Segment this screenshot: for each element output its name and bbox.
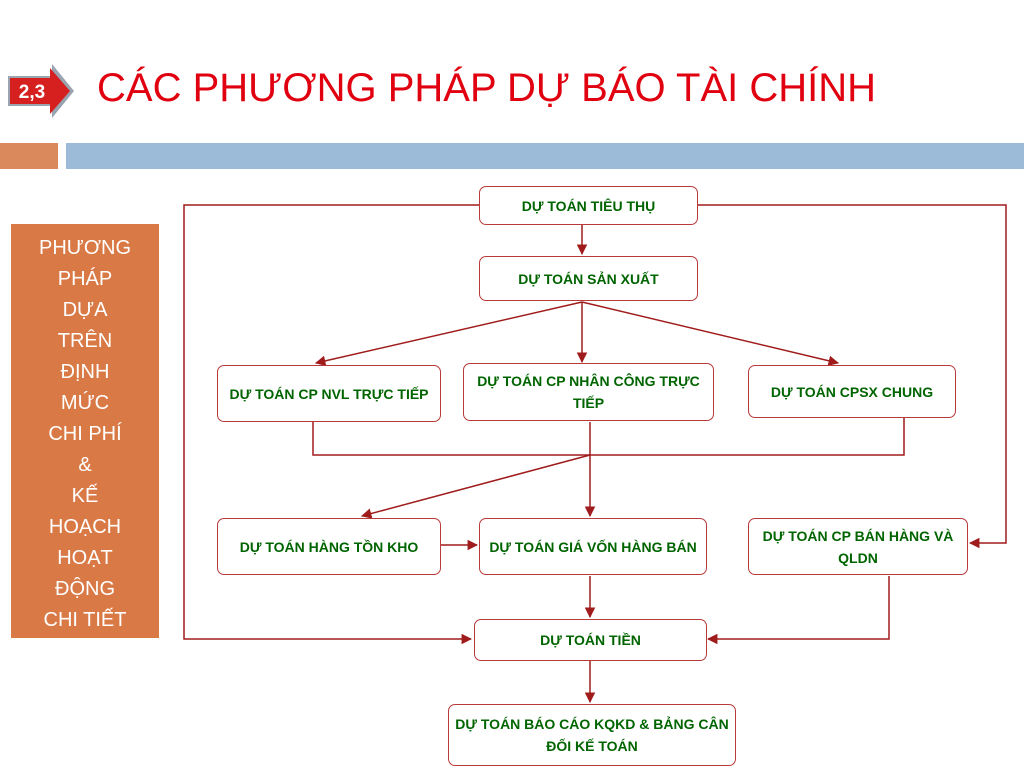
- node-du-toan-tien: DỰ TOÁN TIỀN: [474, 619, 707, 661]
- method-label-line: MỨC: [60, 392, 110, 414]
- method-label-line: ĐỘNG: [55, 578, 115, 600]
- method-label-line: PHÁP: [57, 268, 113, 290]
- node-du-toan-bao-cao: DỰ TOÁN BÁO CÁO KQKD & BẢNG CÂN ĐỐI KẾ TOÁN: [448, 704, 736, 766]
- node-du-toan-cp-ban-hang: DỰ TOÁN CP BÁN HÀNG VÀ QLDN: [748, 518, 968, 575]
- node-du-toan-cp-nvl: DỰ TOÁN CP NVL TRỰC TIẾP: [217, 365, 441, 422]
- slide-title: CÁC PHƯƠNG PHÁP DỰ BÁO TÀI CHÍNH: [97, 66, 877, 110]
- node-du-toan-gia-von: DỰ TOÁN GIÁ VỐN HÀNG BÁN: [479, 518, 707, 575]
- node-du-toan-cpsx-chung: DỰ TOÁN CPSX CHUNG: [748, 365, 956, 418]
- method-label-line: HOẠT: [57, 547, 113, 569]
- edge-sanxuat-cpsx: [582, 302, 838, 363]
- method-label-line: CHI TIẾT: [43, 609, 127, 631]
- method-label-line: TRÊN: [57, 330, 113, 352]
- method-label-line: DỰA: [62, 299, 108, 321]
- node-du-toan-san-xuat: DỰ TOÁN SẢN XUẤT: [479, 256, 698, 301]
- method-label-line: &: [78, 454, 92, 476]
- edge-collector-tonkho: [362, 455, 590, 516]
- node-du-toan-hang-ton-kho: DỰ TOÁN HÀNG TỒN KHO: [217, 518, 441, 575]
- node-du-toan-tieu-thu: DỰ TOÁN TIÊU THỤ: [479, 186, 698, 225]
- method-label-line: PHƯƠNG: [38, 237, 131, 259]
- edge-sanxuat-nvl: [316, 302, 582, 363]
- method-label-line: HOẠCH: [48, 516, 122, 538]
- edge-collector: [313, 418, 904, 455]
- section-number: 2,3: [18, 82, 46, 103]
- node-du-toan-cp-nhan-cong: DỰ TOÁN CP NHÂN CÔNG TRỰC TIẾP: [463, 363, 714, 421]
- edge-banhang-tien: [708, 576, 889, 639]
- method-label-line: ĐỊNH: [60, 361, 110, 383]
- method-label-line: CHI PHÍ: [48, 423, 122, 445]
- method-label-line: KẾ: [71, 485, 99, 507]
